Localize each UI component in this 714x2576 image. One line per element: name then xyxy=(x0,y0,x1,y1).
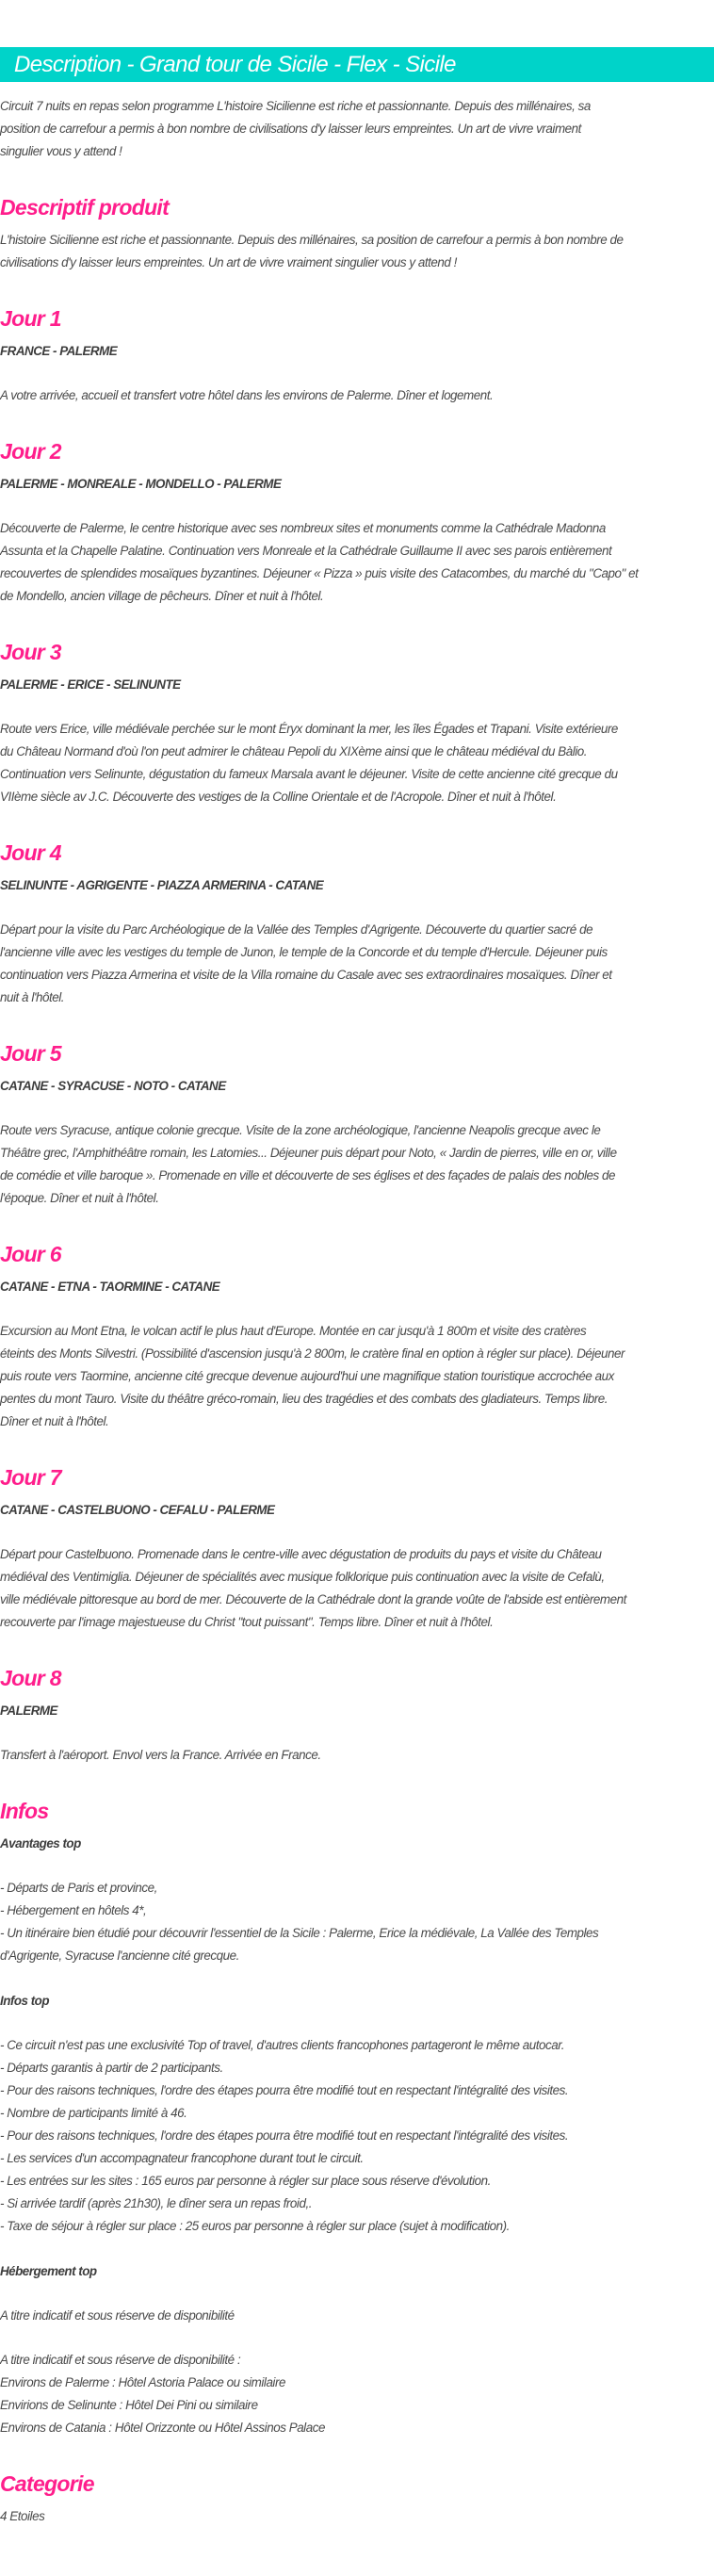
categorie-value: 4 Etoiles xyxy=(0,2509,45,2523)
day-route: PALERME xyxy=(0,1704,57,1718)
day-6 xyxy=(0,1240,714,1433)
avantages-line: - Un itinéraire bien étudié pour découvrir l'essentiel de la Sicile : Palerme, Erice la médiévale, La Vallée des Temples xyxy=(0,1926,599,1940)
day-heading: Jour 1 xyxy=(0,306,61,331)
day-text-line: VIIème siècle av J.C. Découverte des vestiges de la Colline Orientale et de l'Acropole. Dîner et nuit à l'hôtel. xyxy=(0,790,557,804)
day-text-line: l'ancienne ville avec les vestiges du temple de Junon, le temple de la Concorde et du temple d'Hercule. Déjeuner puis xyxy=(0,945,608,959)
hebergement-line: A titre indicatif et sous réserve de disponibilité : xyxy=(0,2353,241,2367)
day-text-line: Route vers Syracuse, antique colonie grecque. Visite de la zone archéologique, l'ancienne Neapolis grecque avec le xyxy=(0,1123,601,1137)
avantages-line: d'Agrigente, Syracuse l'ancienne cité grecque. xyxy=(0,1948,239,1963)
day-5 xyxy=(0,1039,714,1210)
day-text-line: du Château Normand d'où l'on peut admirer le château Pepoli du XIXème ainsi que le château médiéval du Bàlio. xyxy=(0,744,588,758)
day-text-line: pentes du mont Tauro. Visite du théâtre gréco-romain, lieu des tragédies et des combats des gladiateurs. Temps libre. xyxy=(0,1392,609,1406)
avantages-title: Avantages top xyxy=(0,1836,81,1850)
hebergement-intro: A titre indicatif et sous réserve de disponibilité xyxy=(0,2308,235,2323)
day-text-line: Assunta et la Chapelle Palatine. Continuation vers Monreale et la Cathédrale Guillaume II avec ses parois entièrement xyxy=(0,544,612,558)
day-text-line: éteints des Monts Silvestri. (Possibilité d'ascension jusqu'à 2 800m, le cratère final en option à régler sur place). Déjeuner xyxy=(0,1346,625,1361)
day-heading: Jour 8 xyxy=(0,1666,61,1690)
day-heading: Jour 5 xyxy=(0,1041,61,1066)
infos-heading: Infos xyxy=(0,1799,49,1823)
infos-top-line: - Les entrées sur les sites : 165 euros par personne à régler sur place sous réserve d'évolution. xyxy=(0,2174,491,2188)
day-8 xyxy=(0,1664,714,1767)
day-heading: Jour 6 xyxy=(0,1242,61,1266)
day-text-line: puis route vers Taormine, ancienne cité grecque devenue aujourd'hui une magnifique station touristique accrochée aux xyxy=(0,1369,614,1383)
avantages-line: - Départs de Paris et province, xyxy=(0,1881,157,1895)
infos-top-line: - Pour des raisons techniques, l'ordre des étapes pourra être modifié tout en respectant l'intégralité des visites. xyxy=(0,2128,569,2143)
descriptif-line: L'histoire Sicilienne est riche et passionnante. Depuis des millénaires, sa position de carrefour a permis à bon nombre de xyxy=(0,233,624,247)
day-7 xyxy=(0,1463,714,1634)
day-heading: Jour 7 xyxy=(0,1465,61,1490)
day-text-line: de comédie et ville baroque ». Promenade en ville et découverte de ses églises et des façades de palais des nobles de xyxy=(0,1168,616,1182)
infos-top-line: - Départs garantis à partir de 2 participants. xyxy=(0,2061,223,2075)
day-route: CATANE - SYRACUSE - NOTO - CATANE xyxy=(0,1079,226,1093)
title-bar xyxy=(0,47,714,82)
day-text-line: Route vers Erice, ville médiévale perchée sur le mont Éryx dominant la mer, les îles Égades et Trapani. Visite extérieure xyxy=(0,722,618,736)
day-text-line: Découverte de Palerme, le centre historique avec ses nombreux sites et monuments comme la Cathédrale Madonna xyxy=(0,521,606,535)
day-text-line: Dîner et nuit à l'hôtel. xyxy=(0,1414,109,1428)
day-text-line: recouverte par l'image majestueuse du Christ "tout puissant". Temps libre. Dîner et nuit à l'hôtel. xyxy=(0,1615,494,1629)
day-route: FRANCE - PALERME xyxy=(0,344,118,358)
content xyxy=(0,94,714,2528)
day-text-line: nuit à l'hôtel. xyxy=(0,990,65,1004)
day-4 xyxy=(0,839,714,1009)
hebergement-line: Environs de Palerme : Hôtel Astoria Palace ou similaire xyxy=(0,2375,285,2389)
descriptif-line: civilisations d'y laisser leurs empreintes. Un art de vivre vraiment singulier vous y attend ! xyxy=(0,255,457,269)
day-text-line: de Mondello, ancien village de pêcheurs. Dîner et nuit à l'hôtel. xyxy=(0,589,324,603)
infos-top-line: - Les services d'un accompagnateur francophone durant tout le circuit. xyxy=(0,2151,364,2165)
day-route: CATANE - CASTELBUONO - CEFALU - PALERME xyxy=(0,1503,275,1517)
day-route: CATANE - ETNA - TAORMINE - CATANE xyxy=(0,1280,220,1294)
infos-top-line: - Pour des raisons techniques, l'ordre des étapes pourra être modifié tout en respectant l'intégralité des visites. xyxy=(0,2083,569,2097)
intro-line: Circuit 7 nuits en repas selon programme L'histoire Sicilienne est riche et passionnante. Depuis des millénaires, sa xyxy=(0,99,591,113)
hebergement-title: Hébergement top xyxy=(0,2264,97,2278)
day-text-line: A votre arrivée, accueil et transfert votre hôtel dans les environs de Palerme. Dîner et logement. xyxy=(0,388,494,402)
intro-paragraph xyxy=(0,95,714,163)
descriptif-heading: Descriptif produit xyxy=(0,195,170,220)
day-route: PALERME - MONREALE - MONDELLO - PALERME xyxy=(0,477,282,491)
hebergement-line: Environs de Catania : Hôtel Orizzonte ou Hôtel Assinos Palace xyxy=(0,2421,325,2435)
intro-line: singulier vous y attend ! xyxy=(0,144,122,158)
day-route: PALERME - ERICE - SELINUNTE xyxy=(0,677,181,692)
day-text-line: Théâtre grec, l'Amphithéâtre romain, les Latomies... Déjeuner puis départ pour Noto, « Jardin de pierres, ville en or, ville xyxy=(0,1146,617,1160)
infos-section xyxy=(0,1797,714,2439)
infos-top-line: - Taxe de séjour à régler sur place : 25 euros par personne à régler sur place (sujet à modification). xyxy=(0,2219,510,2233)
day-text-line: Transfert à l'aéroport. Envol vers la France. Arrivée en France. xyxy=(0,1748,321,1762)
infos-top-line: - Si arrivée tardif (après 21h30), le dîner sera un repas froid,. xyxy=(0,2196,312,2210)
day-text-line: médiéval des Ventimiglia. Déjeuner de spécialités avec musique folklorique puis continuation avec la visite de Cefalù, xyxy=(0,1570,605,1584)
infos-top-line: - Ce circuit n'est pas une exclusivité Top of travel, d'autres clients francophones partageront le même autocar. xyxy=(0,2038,565,2052)
day-heading: Jour 3 xyxy=(0,640,61,664)
infos-top-title: Infos top xyxy=(0,1994,50,2008)
day-2 xyxy=(0,437,714,608)
day-heading: Jour 2 xyxy=(0,439,61,464)
day-text-line: Départ pour la visite du Parc Archéologique de la Vallée des Temples d'Agrigente. Découverte du quartier sacré de xyxy=(0,922,593,937)
day-text-line: recouvertes de splendides mosaïques byzantines. Déjeuner « Pizza » puis visite des Catacombes, du marché du "Capo" et xyxy=(0,566,639,580)
day-text-line: Excursion au Mont Etna, le volcan actif le plus haut d'Europe. Montée en car jusqu'à 1 800m et visite des cratères xyxy=(0,1324,587,1338)
avantages-line: - Hébergement en hôtels 4*, xyxy=(0,1903,147,1917)
categorie-heading: Categorie xyxy=(0,2471,94,2496)
day-text-line: Départ pour Castelbuono. Promenade dans le centre-ville avec dégustation de produits du pays et visite du Château xyxy=(0,1547,602,1561)
descriptif-paragraph xyxy=(0,229,714,274)
hebergement-line: Envirions de Selinunte : Hôtel Dei Pini ou similaire xyxy=(0,2398,258,2412)
day-heading: Jour 4 xyxy=(0,840,61,865)
day-text-line: ville médiévale pittoresque au bord de mer. Découverte de la Cathédrale dont la grande voûte de l'abside est entièrement xyxy=(0,1592,626,1606)
intro-line: position de carrefour a permis à bon nombre de civilisations d'y laisser leurs empreintes. Un art de vivre vraiment xyxy=(0,122,581,136)
day-3 xyxy=(0,638,714,808)
page-title: Description - Grand tour de Sicile - Flex - Sicile xyxy=(14,51,456,77)
day-text-line: l'époque. Dîner et nuit à l'hôtel. xyxy=(0,1191,159,1205)
categorie-section xyxy=(0,2470,714,2528)
day-text-line: continuation vers Piazza Armerina et visite de la Villa romaine du Casale avec ses extraordinaires mosaïques. Dîner et xyxy=(0,968,612,982)
day-route: SELINUNTE - AGRIGENTE - PIAZZA ARMERINA - CATANE xyxy=(0,878,324,892)
infos-top-line: - Nombre de participants limité à 46. xyxy=(0,2106,187,2120)
day-1 xyxy=(0,304,714,407)
day-text-line: Continuation vers Selinunte, dégustation du fameux Marsala avant le déjeuner. Visite de cette ancienne cité grecque du xyxy=(0,767,618,781)
